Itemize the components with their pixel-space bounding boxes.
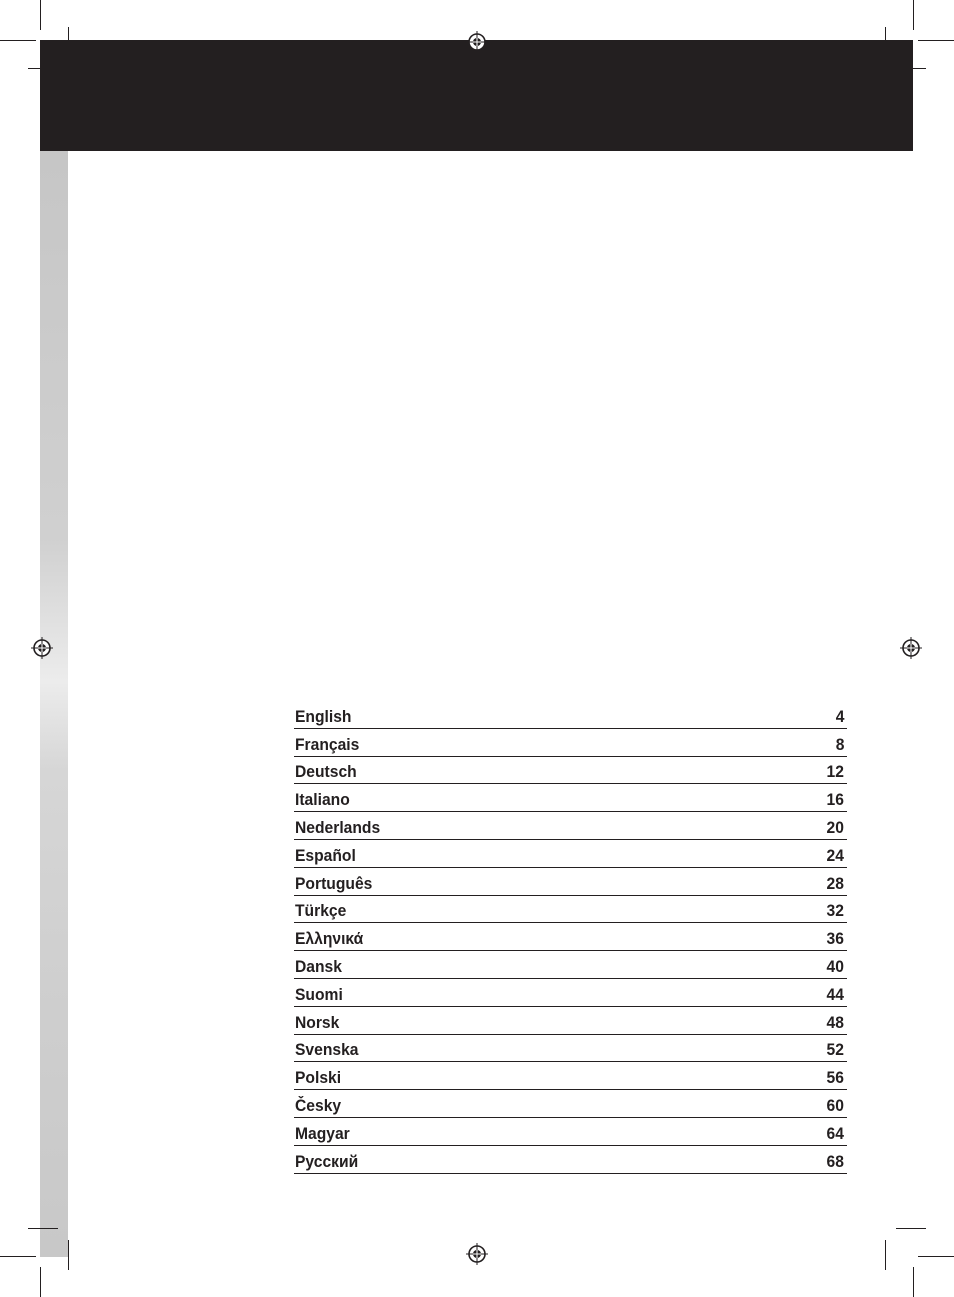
crop-mark-top-right-h1: [918, 40, 954, 41]
language-index: [294, 701, 847, 1174]
toc-language: Svenska: [295, 1040, 359, 1060]
registration-mark-icon: [466, 31, 488, 53]
toc-language: Magyar: [295, 1123, 350, 1143]
crop-mark-top-left-h1: [0, 40, 36, 41]
toc-page-number: 36: [826, 929, 844, 949]
crop-mark-bottom-right-h2: [896, 1228, 926, 1229]
toc-row[interactable]: [294, 812, 847, 840]
toc-language: Ελληνικά: [295, 929, 364, 949]
crop-mark-bottom-left-h2: [28, 1228, 58, 1229]
crop-mark-top-left-v2: [68, 27, 69, 57]
toc-row[interactable]: [294, 784, 847, 812]
toc-page-number: 8: [835, 734, 844, 754]
crop-mark-top-right-v2: [885, 27, 886, 57]
toc-language: Polski: [295, 1068, 342, 1088]
toc-page-number: 48: [826, 1012, 844, 1032]
toc-language: Русский: [295, 1151, 359, 1171]
toc-row[interactable]: [294, 1146, 847, 1174]
toc-row[interactable]: [294, 1118, 847, 1146]
toc-page-number: 4: [835, 706, 844, 726]
crop-mark-bottom-right-v1: [913, 1267, 914, 1297]
toc-row[interactable]: [294, 757, 847, 785]
toc-page-number: 44: [826, 984, 844, 1004]
crop-mark-top-right-v1: [913, 0, 914, 30]
crop-mark-bottom-right-v2: [885, 1240, 886, 1270]
crop-mark-top-left-h2: [28, 68, 58, 69]
toc-language: Español: [295, 845, 356, 865]
toc-language: Česky: [295, 1095, 342, 1115]
toc-language: Deutsch: [295, 762, 357, 782]
crop-mark-top-right-h2: [896, 68, 926, 69]
toc-row[interactable]: [294, 1007, 847, 1035]
toc-language: Suomi: [295, 984, 343, 1004]
registration-mark-icon: [31, 637, 53, 659]
toc-language: Türkçe: [295, 901, 347, 921]
toc-row[interactable]: [294, 729, 847, 757]
toc-page-number: 60: [826, 1095, 844, 1115]
toc-language: Norsk: [295, 1012, 340, 1032]
toc-language: Italiano: [295, 790, 350, 810]
toc-page-number: 52: [826, 1040, 844, 1060]
toc-row[interactable]: [294, 840, 847, 868]
header-band: [40, 40, 913, 151]
toc-row[interactable]: [294, 979, 847, 1007]
toc-page-number: 56: [826, 1068, 844, 1088]
toc-language: Dansk: [295, 956, 342, 976]
toc-row[interactable]: [294, 701, 847, 729]
registration-mark-icon: [466, 1243, 488, 1265]
toc-row[interactable]: [294, 1090, 847, 1118]
registration-mark-icon: [900, 637, 922, 659]
crop-mark-top-left-v1: [40, 0, 41, 30]
toc-row[interactable]: [294, 1035, 847, 1063]
toc-page-number: 12: [826, 762, 844, 782]
toc-row[interactable]: [294, 868, 847, 896]
toc-page-number: 24: [826, 845, 844, 865]
toc-page-number: 64: [826, 1123, 844, 1143]
toc-language: Français: [295, 734, 360, 754]
crop-mark-bottom-right-h1: [918, 1256, 954, 1257]
toc-page-number: 20: [826, 817, 844, 837]
toc-page-number: 16: [826, 790, 844, 810]
toc-row[interactable]: [294, 1062, 847, 1090]
toc-language: English: [295, 706, 352, 726]
toc-row[interactable]: [294, 896, 847, 924]
toc-row[interactable]: [294, 923, 847, 951]
toc-page-number: 32: [826, 901, 844, 921]
toc-page-number: 40: [826, 956, 844, 976]
crop-mark-bottom-left-v1: [40, 1267, 41, 1297]
crop-mark-bottom-left-v2: [68, 1240, 69, 1270]
side-strip: [40, 151, 68, 1257]
toc-row[interactable]: [294, 951, 847, 979]
toc-language: Nederlands: [295, 817, 381, 837]
crop-mark-bottom-left-h1: [0, 1256, 36, 1257]
toc-page-number: 28: [826, 873, 844, 893]
toc-page-number: 68: [826, 1151, 844, 1171]
toc-language: Português: [295, 873, 373, 893]
